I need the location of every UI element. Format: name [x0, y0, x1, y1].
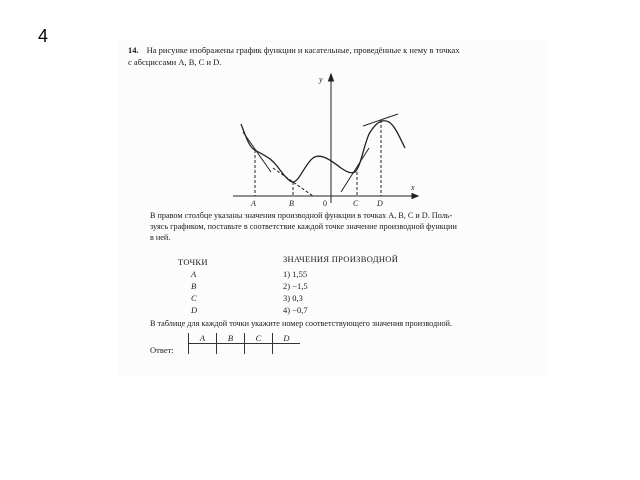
table-note: В таблице для каждой точки укажите номер соответствующего значения производной. [150, 319, 453, 328]
answer-cell-b[interactable] [217, 344, 245, 355]
instructions-line3: в ней. [150, 233, 171, 242]
answer-header-c: C [245, 333, 273, 344]
question-header [128, 44, 538, 68]
instructions-line2: зуясь графиком, поставьте в соответствие каждой точке значение производной функции [150, 222, 457, 231]
value-item-4: 4) −0,7 [283, 305, 308, 315]
point-b-label: B [289, 199, 294, 208]
answer-cell-d[interactable] [273, 344, 301, 355]
x-axis-label: x [411, 183, 415, 192]
question-number: 14. [128, 45, 139, 55]
values-header: ЗНАЧЕНИЯ ПРОИЗВОДНОЙ [283, 254, 399, 264]
answer-label: Ответ: [150, 345, 174, 355]
points-header: ТОЧКИ [178, 257, 208, 267]
instructions-line1: В правом столбце указаны значения производной функции в точках A, B, C и D. Поль- [150, 211, 453, 220]
value-item-1: 1) 1,55 [283, 269, 308, 279]
point-c-label: C [353, 199, 359, 208]
y-axis-arrow [329, 74, 334, 81]
x-axis-arrow [412, 194, 418, 199]
point-item-a: A [191, 269, 197, 279]
answer-header-a: A [189, 333, 217, 344]
y-axis-label: y [319, 75, 323, 84]
tangent-a [243, 132, 271, 172]
instructions [150, 210, 542, 243]
origin-label: 0 [323, 199, 327, 208]
question-text-line2: с абсциссами A, B, C и D. [128, 57, 222, 67]
point-item-d: D [191, 305, 198, 315]
point-d-label: D [377, 199, 383, 208]
point-item-b: B [191, 281, 197, 291]
answer-header-d: D [273, 333, 301, 344]
question-text-line1: На рисунке изображены график функции и касательные, проведённые к нему в точках [146, 45, 460, 55]
answer-cell-c[interactable] [245, 344, 273, 355]
task-scan [118, 40, 548, 375]
answer-table [188, 333, 300, 354]
value-item-2: 2) −1,5 [283, 281, 308, 291]
value-item-3: 3) 0,3 [283, 293, 303, 303]
answer-header-b: B [217, 333, 245, 344]
function-curve [241, 121, 405, 182]
slide-number: 4 [38, 26, 49, 46]
function-graph [233, 68, 423, 208]
point-a-label: A [251, 199, 256, 208]
point-item-c: C [191, 293, 197, 303]
answer-cell-a[interactable] [189, 344, 217, 355]
